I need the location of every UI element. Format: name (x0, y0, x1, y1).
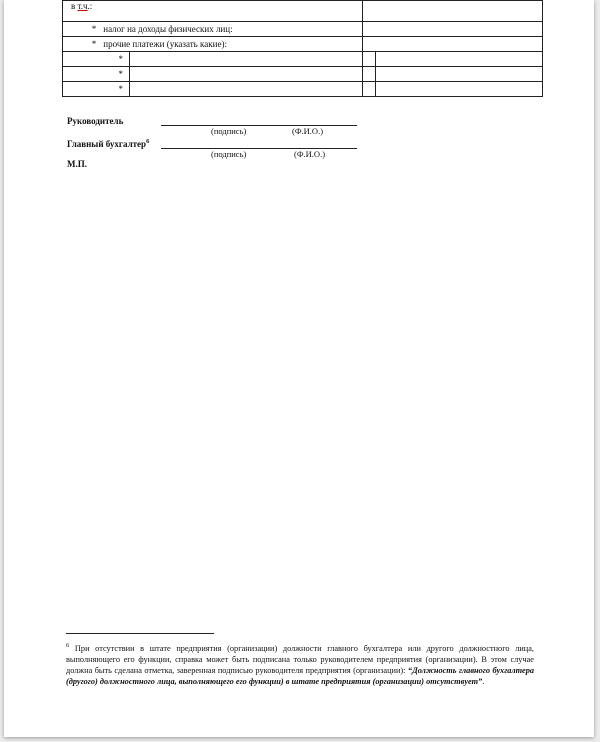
row-label: прочие платежи (указать какие): (103, 39, 227, 49)
table-row (63, 67, 543, 82)
footnote-emphasis: “Должность главного бухгалтера (другого) должностного лица, выполняющего его функции) в штате предприятия (организации) отсутствует” (66, 665, 535, 686)
blank-cell (130, 67, 363, 82)
intro-prefix: в (71, 1, 78, 11)
blank-cell (376, 67, 543, 82)
payments-table (62, 0, 543, 97)
value-cell (363, 22, 543, 37)
bullet-marker: * (91, 24, 97, 34)
chief-name-caption: (Ф.И.О.) (294, 149, 326, 159)
chief-sign-caption: (подпись) (211, 149, 247, 159)
table-row (63, 52, 543, 67)
blank-cell (130, 52, 363, 67)
table-row (63, 1, 543, 22)
row-intro-cell (63, 1, 363, 22)
footnote-separator (66, 633, 214, 634)
document-page (4, 0, 594, 737)
bullet-cell: * (63, 82, 130, 97)
blank-cell (376, 82, 543, 97)
blank-cell (376, 52, 543, 67)
table-row (63, 82, 543, 97)
blank-cell (363, 67, 376, 82)
table-row (63, 22, 543, 37)
table-row (63, 37, 543, 52)
seal-label: М.П. (67, 159, 87, 169)
head-sign-caption: (подпись) (211, 126, 247, 136)
chief-accountant-label (67, 138, 149, 149)
footnote-end: . (482, 676, 485, 686)
footnote-ref: 6 (146, 138, 150, 145)
row-label: налог на доходы физических лиц: (103, 24, 233, 34)
footnote-number: 6 (66, 642, 70, 649)
row-label-cell (63, 37, 363, 52)
head-name-caption: (Ф.И.О.) (292, 126, 324, 136)
bullet-marker: * (91, 39, 97, 49)
blank-cell (130, 82, 363, 97)
intro-abbrev: т.ч (77, 1, 88, 11)
value-cell (363, 1, 543, 22)
row-label-cell (63, 22, 363, 37)
chief-accountant-text: Главный бухгалтер (67, 139, 147, 149)
bullet-cell: * (63, 52, 130, 67)
head-label: Руководитель (67, 116, 124, 126)
blank-cell (363, 82, 376, 97)
bullet-cell: * (63, 67, 130, 82)
value-cell (363, 37, 543, 52)
footnote (66, 640, 534, 687)
intro-suffix: .: (87, 1, 93, 11)
blank-cell (363, 52, 376, 67)
footnote-text: При отсутствии в штате предприятия (организации) должности главного бухгалтера или другого должностного лица, выполняющего его функции, справка может быть подписана только руководителем предприятия (организации). В этом случае должна быть сделана отметка, заверенная подписью руководителя предприятия (организации): (66, 643, 534, 675)
